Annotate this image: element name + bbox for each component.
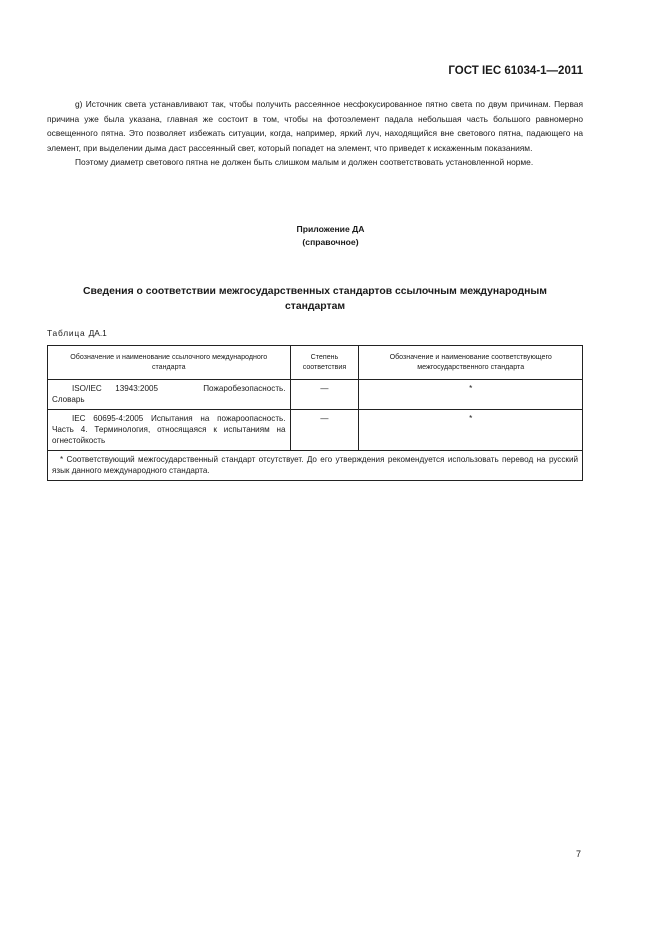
column-header: Обозначение и наименование ссылочного международного стандарта: [48, 346, 291, 380]
table-row: [48, 410, 583, 451]
table-caption: [47, 328, 107, 338]
interstate-standard-cell: *: [359, 410, 583, 451]
standard-designation: IEC 60695-4:2005: [72, 414, 144, 423]
table-caption-word: Таблица: [47, 328, 86, 338]
reference-standard-cell: [48, 380, 291, 410]
table-footnote-row: [48, 451, 583, 481]
table-footnote: * Соответствующий межгосударственный стандарт отсутствует. До его утверждения рекомендуется использовать перевод на русский язык данного международного стандарта.: [48, 451, 583, 481]
table-caption-number: ДА.1: [88, 328, 107, 338]
page-number: 7: [575, 849, 581, 859]
standard-designation: ISO/IEC 13943:2005: [72, 384, 159, 393]
appendix-title: Приложение ДА: [296, 224, 365, 234]
degree-cell: —: [290, 380, 359, 410]
appendix-subtitle: (справочное): [302, 237, 359, 247]
interstate-standard-cell: *: [359, 380, 583, 410]
table-header-row: [48, 346, 583, 380]
appendix-heading: [0, 223, 661, 249]
standard-name: Испытания на пожароопасность. Часть 4. Терминология, относящаяся к испытаниям на огнестойкость: [52, 414, 286, 445]
column-header: Степень соответствия: [290, 346, 359, 380]
paragraph-g: g) Источник света устанавливают так, чтобы получить рассеянное несфокусированное пятно света по двум причинам. Первая причина уже была указана, главная же состоит в том, чтобы на фотоэлемент падала небольшая часть большого равномерно освещенного пятна. Это позволяет избежать ситуации, когда, например, яркий луч, находящийся вне светового пятна, падающего на элемент, при выделении дыма даст рассеянный свет, который попадет на элемент, что приведет к искаженным показаниям.: [47, 99, 583, 153]
paragraph-diameter: Поэтому диаметр светового пятна не должен быть слишком малым и должен соответствовать установленной норме.: [75, 157, 534, 168]
standard-name: Пожаробезопасность. Словарь: [52, 384, 286, 404]
table-row: [48, 380, 583, 410]
reference-standard-cell: [48, 410, 291, 451]
degree-cell: —: [290, 410, 359, 451]
reference-table: [47, 345, 583, 481]
column-header: Обозначение и наименование соответствующего межгосударственного стандарта: [359, 346, 583, 380]
document-header: ГОСТ IEC 61034-1—2011: [448, 65, 583, 77]
section-title: Сведения о соответствии межгосударственных стандартов ссылочным международным стандартам: [83, 286, 547, 312]
body-text: [47, 97, 583, 170]
